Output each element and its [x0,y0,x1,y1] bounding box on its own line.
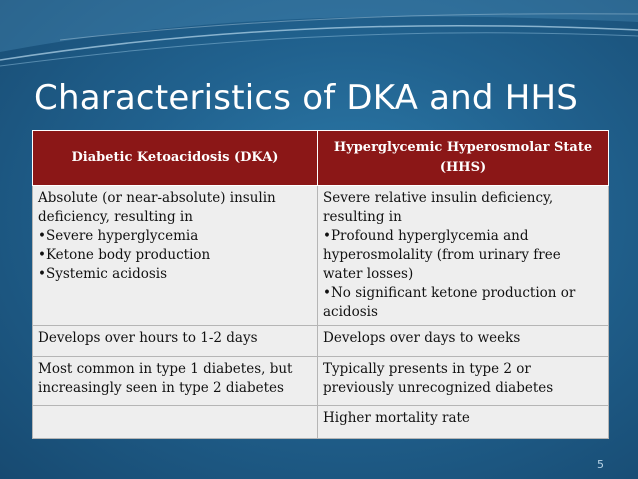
cell-line: deficiency, resulting in [38,209,193,225]
cell-line: hyperosmolality (from urinary free [323,247,561,263]
cell-dka-onset [33,326,318,357]
cell-line: •Systemic acidosis [38,266,168,282]
cell-line: •Profound hyperglycemia and [323,228,529,244]
cell-line: resulting in [323,209,402,225]
cell-dka-mortality [33,406,318,439]
cell-line: previously unrecognized diabetes [323,380,554,396]
cell-line: •Ketone body production [38,247,211,263]
cell-line: Absolute (or near-absolute) insulin [38,190,276,206]
header-row [33,131,609,186]
cell-line: Most common in type 1 diabetes, but [38,361,293,377]
cell-hhs-population [318,357,609,406]
header-dka-line: Diabetic Ketoacidosis (DKA) [71,150,279,165]
cell-line: water losses) [323,266,414,282]
header-hhs [318,131,609,186]
cell-line: Typically presents in type 2 or [323,361,531,377]
cell-line: •No significant ketone production or [323,285,576,301]
cell-hhs-insulin [318,186,609,326]
cell-line: Develops over days to weeks [323,330,521,346]
cell-dka-population [33,357,318,406]
cell-line: increasingly seen in type 2 diabetes [38,380,284,396]
header-hhs-line: Hyperglycemic Hyperosmolar State [333,140,593,155]
slide-title: Characteristics of DKA and HHS [34,78,579,118]
cell-line: Develops over hours to 1-2 days [38,330,258,346]
cell-line: acidosis [323,304,378,320]
slide-number: 5 [597,458,604,471]
cell-hhs-mortality [318,406,609,439]
cell-line: •Severe hyperglycemia [38,228,199,244]
header-dka [33,131,318,186]
table-row [33,326,609,357]
cell-hhs-onset [318,326,609,357]
table-row [33,406,609,439]
comparison-table [32,130,609,439]
cell-line: Higher mortality rate [323,410,470,426]
header-hhs-line: (HHS) [439,160,487,175]
cell-line: Severe relative insulin deficiency, [323,190,554,206]
table-row [33,357,609,406]
cell-dka-insulin [33,186,318,326]
table-row [33,186,609,326]
